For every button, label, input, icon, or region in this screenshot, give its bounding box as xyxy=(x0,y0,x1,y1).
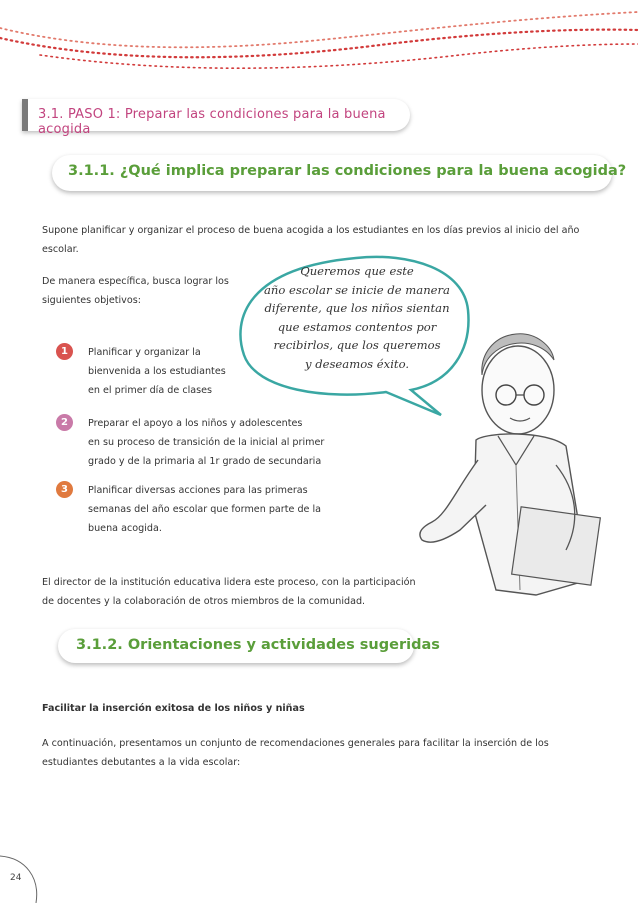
objective-2-line-2: en su proceso de transición de la inicial al primer xyxy=(88,437,325,448)
objective-1-line-3: en el primer día de clases xyxy=(88,385,213,396)
bubble-line-6: y deseamos éxito. xyxy=(304,356,410,371)
objective-3-line-3: buena acogida. xyxy=(88,523,162,534)
bubble-line-5: recibirlos, que los queremos xyxy=(273,338,441,352)
objective-2-text xyxy=(88,414,346,471)
speech-bubble-text xyxy=(246,262,468,373)
objective-3-text xyxy=(88,481,346,538)
intro-line-2: escolar. xyxy=(42,244,79,255)
director-line-1: El director de la institución educativa lidera este proceso, con la participación xyxy=(42,577,416,588)
subsection-1-title: 3.1.1. ¿Qué implica preparar las condiciones para la buena acogida? xyxy=(68,163,627,179)
objective-1-text xyxy=(88,343,258,400)
bubble-line-1: Queremos que este xyxy=(300,264,414,278)
bubble-line-2: año escolar se inicie de manera xyxy=(264,282,450,297)
bubble-line-3: diferente, que los niños sientan xyxy=(264,301,450,315)
director-paragraph xyxy=(42,573,442,611)
insertion-heading: Facilitar la inserción exitosa de los niños y niñas xyxy=(42,703,305,714)
insertion-line-1: A continuación, presentamos un conjunto de recomendaciones generales para facilitar la inserción de los xyxy=(42,738,549,749)
page-number-arc xyxy=(0,850,50,903)
objective-1-number: 1 xyxy=(56,343,73,360)
bubble-line-4: que estamos contentos por xyxy=(277,319,437,334)
subsection-1-tab xyxy=(52,155,627,191)
objective-3-line-2: semanas del año escolar que formen parte de la xyxy=(88,504,322,515)
objectives-intro xyxy=(42,272,252,310)
objective-3-line-1: Planificar diversas acciones para las primeras xyxy=(88,485,308,496)
objective-1-line-2: bienvenida a los estudiantes xyxy=(88,366,226,377)
section-header-tab xyxy=(22,99,410,137)
section-tab-accent-bar xyxy=(22,99,28,131)
objective-2-line-1: Preparar el apoyo a los niños y adolescentes xyxy=(88,418,303,429)
subsection-2-title: 3.1.2. Orientaciones y actividades sugeridas xyxy=(76,637,440,653)
objectives-intro-line-1: De manera específica, busca lograr los xyxy=(42,276,229,287)
insertion-paragraph xyxy=(42,734,602,772)
subsection-2-tab xyxy=(58,629,440,663)
objective-2-number: 2 xyxy=(56,414,73,431)
objective-2-line-3: grado y de la primaria al 1r grado de secundaria xyxy=(88,456,322,467)
insertion-line-2: estudiantes debutantes a la vida escolar: xyxy=(42,757,241,768)
decorative-dotted-curves xyxy=(0,0,638,80)
page-number: 24 xyxy=(10,873,22,883)
objective-3-number: 3 xyxy=(56,481,73,498)
intro-line-1: Supone planificar y organizar el proceso de buena acogida a los estudiantes en los días previos al inicio del año xyxy=(42,225,580,236)
director-line-2: de docentes y la colaboración de otros miembros de la comunidad. xyxy=(42,596,366,607)
objective-1-line-1: Planificar y organizar la xyxy=(88,347,201,358)
objectives-intro-line-2: siguientes objetivos: xyxy=(42,295,141,306)
section-title: 3.1. PASO 1: Preparar las condiciones para la buena acogida xyxy=(38,107,386,137)
